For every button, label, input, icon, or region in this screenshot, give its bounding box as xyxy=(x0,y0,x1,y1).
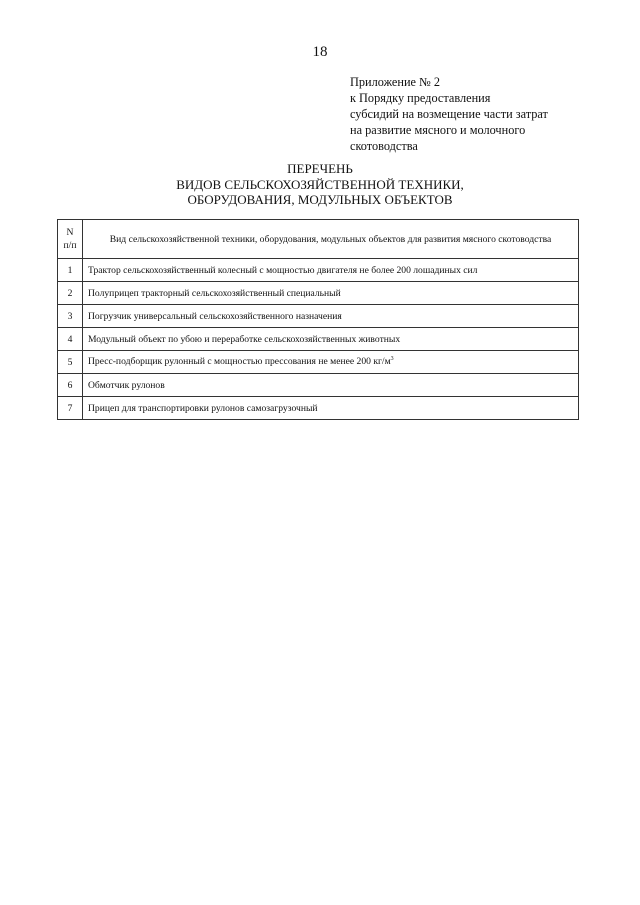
row-number: 1 xyxy=(58,259,83,282)
row-number: 7 xyxy=(58,397,83,420)
superscript-exponent: 3 xyxy=(390,356,394,363)
document-heading xyxy=(0,161,640,208)
annex-line: к Порядку предоставления xyxy=(350,91,491,105)
equipment-table xyxy=(57,219,579,420)
table-row xyxy=(58,328,579,351)
annex-line: субсидий на возмещение части затрат xyxy=(350,107,548,121)
annex-block xyxy=(350,74,590,154)
table-row xyxy=(58,305,579,328)
row-number: 6 xyxy=(58,374,83,397)
header-number-line: п/п xyxy=(63,240,77,251)
row-name: Модульный объект по убою и переработке сельскохозяйственных животных xyxy=(83,328,579,351)
page-number: 18 xyxy=(312,44,328,60)
row-number: 2 xyxy=(58,282,83,305)
table-row xyxy=(58,259,579,282)
heading-line: ПЕРЕЧЕНЬ xyxy=(287,161,353,176)
annex-line: Приложение № 2 xyxy=(350,75,441,89)
table-row xyxy=(58,282,579,305)
header-name: Вид сельскохозяйственной техники, оборудования, модульных объектов для развития мясного скотоводства xyxy=(83,220,579,259)
row-number: 4 xyxy=(58,328,83,351)
table-header-row xyxy=(58,220,579,259)
heading-line: ОБОРУДОВАНИЯ, МОДУЛЬНЫХ ОБЪЕКТОВ xyxy=(187,192,453,207)
heading-line: ВИДОВ СЕЛЬСКОХОЗЯЙСТВЕННОЙ ТЕХНИКИ, xyxy=(176,176,464,192)
row-name: Полуприцеп тракторный сельскохозяйственный специальный xyxy=(83,282,579,305)
row-name xyxy=(83,351,579,374)
annex-line: скотоводства xyxy=(350,139,418,153)
row-number: 5 xyxy=(58,351,83,374)
row-name-text: Пресс-подборщик рулонный с мощностью прессования не менее 200 кг/м xyxy=(88,356,391,368)
header-number xyxy=(58,220,83,259)
annex-line: на развитие мясного и молочного xyxy=(350,123,526,137)
row-name: Трактор сельскохозяйственный колесный с мощностью двигателя не более 200 лошадиных сил xyxy=(83,259,579,282)
row-name: Погрузчик универсальный сельскохозяйственного назначения xyxy=(83,305,579,328)
row-name: Обмотчик рулонов xyxy=(83,374,579,397)
header-number-line: N xyxy=(66,227,74,238)
table-row xyxy=(58,397,579,420)
table-row xyxy=(58,351,579,374)
row-name: Прицеп для транспортировки рулонов самозагрузочный xyxy=(83,397,579,420)
row-number: 3 xyxy=(58,305,83,328)
table-row xyxy=(58,374,579,397)
